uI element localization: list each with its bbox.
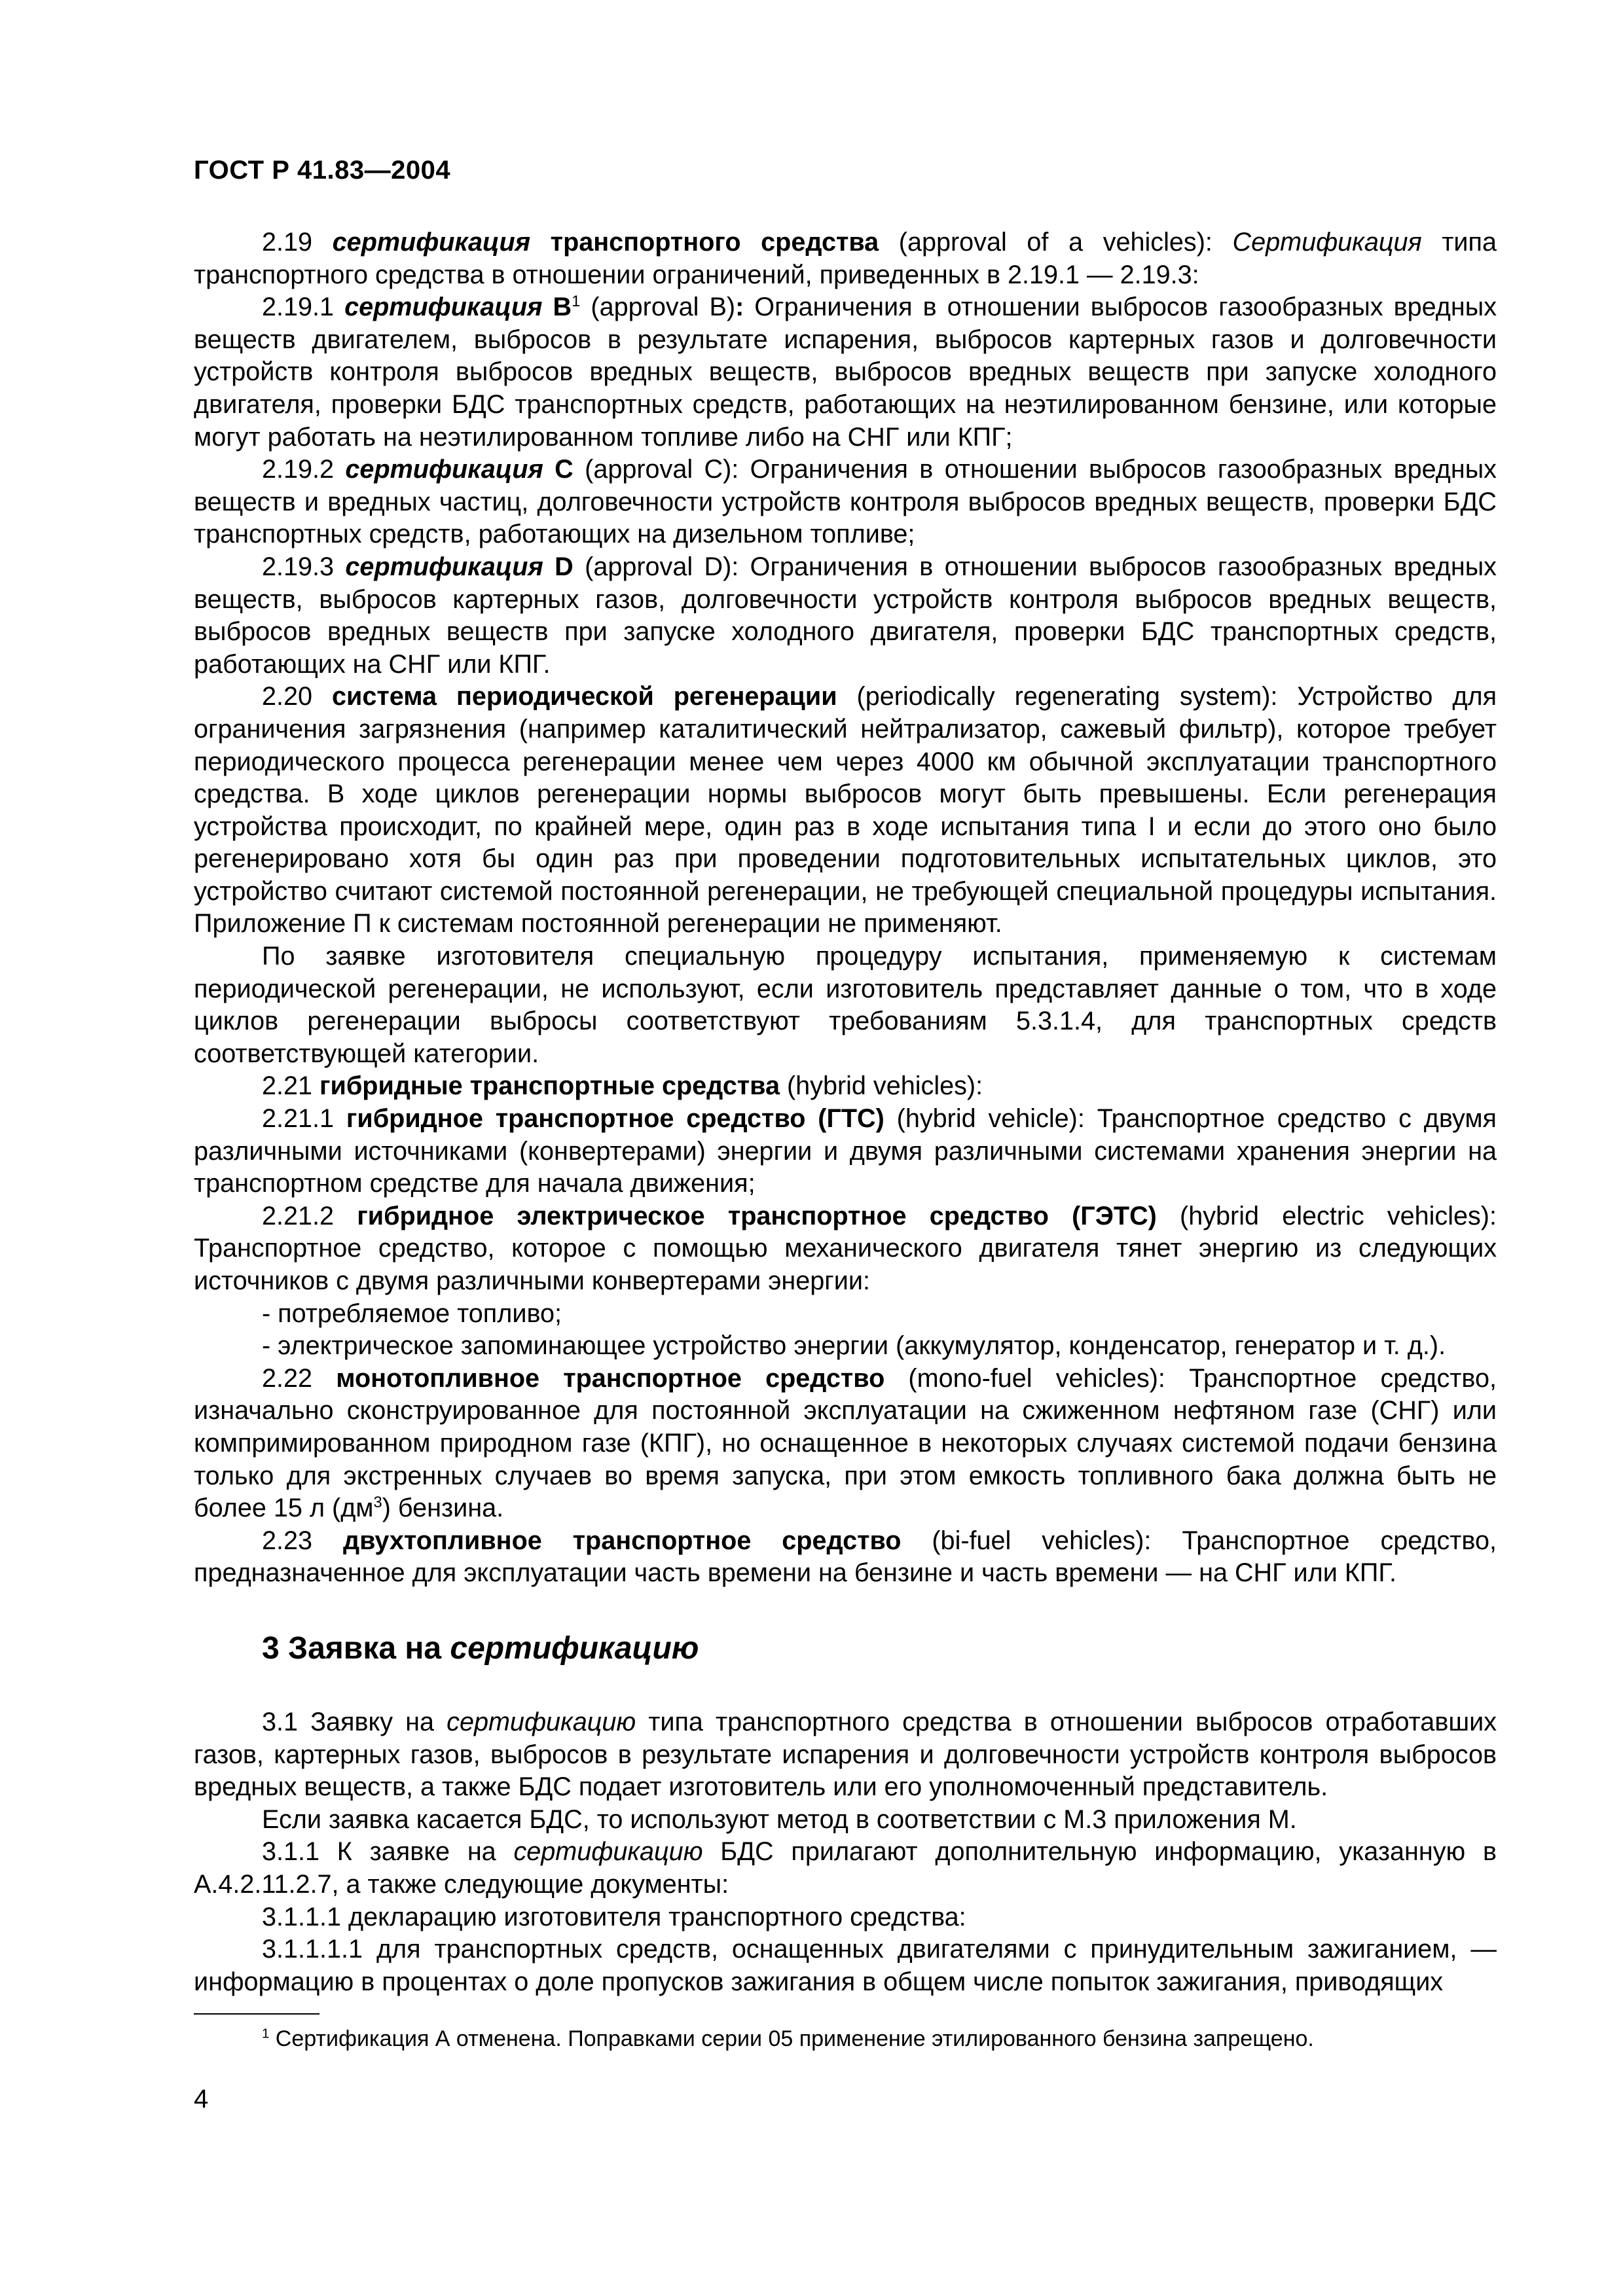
clause-2-19-1: 2.19.1 сертификация $B^1$ (approval B): Ограничения в отношении выбросов газообразных вредных веществ двигателем, выбросов в результате испарения, выбросов картерных газов и долговечности устройств контроля выбросов вредных веществ, выбросов вредных веществ при запуске холодного двигателя, проверки БДС транспортных средств, работающих на неэтилированном бензине, или которые могут работать на неэтилированном топливе либо на СНГ или КПГ; [194,293,1497,452]
clause-3-1-bds: Если заявка касается БДС, то используют метод в соответствии с М.3 приложения М. [262,1804,1297,1834]
clause-2-19-3: 2.19.3 сертификация D (approval D): Ограничения в отношении выбросов газообразных вредных веществ, выбросов картерных газов, долговечности устройств контроля выбросов вредных веществ, выбросов вредных веществ при запуске холодного двигателя, проверки БДС транспортных средств, работающих на СНГ или КПГ. [194,552,1497,679]
clause-2-19-2: 2.19.2 сертификация C (approval C): Ограничения в отношении выбросов газообразных вредных веществ и вредных частиц, долговечности устройств контроля выбросов вредных веществ, проверки БДС транспортных средств, работающих на дизельном топливе; [194,455,1497,549]
footnote-mark: 1 [262,2026,270,2041]
list-item: - электрическое запоминающее устройство энергии (аккумулятор, конденсатор, генератор и т. д.). [262,1331,1446,1361]
clause-2-22: 2.22 монотопливное транспортное средство (mono-fuel vehicles): Транспортное средство, изначально сконструированное для постоянной эксплуатации на сжиженном нефтяном газе (СНГ) или компримированном природном газе (КПГ), но оснащенное в некоторых случаях системой подачи бензина только для экстренных случаев во время запуска, при этом емкость топливного бака должна быть не более 15 л $(дм^3)$ бензина. [194,1363,1497,1523]
clause-3-1-1: 3.1.1 К заявке на сертификацию БДС прилагают дополнительную информацию, указанную в А.4.2.11.2.7, а также следующие документы: [194,1837,1497,1899]
footnote-divider [194,2013,319,2015]
clause-2-21-1: 2.21.1 гибридное транспортное средство (ГТС) (hybrid vehicle): Транспортное средство с двумя различными источниками (конвертерами) энергии и двумя различными системами хранения энергии на транспортном средстве для начала движения; [194,1104,1497,1198]
clause-2-21-2: 2.21.2 гибридное электрическое транспортное средство (ГЭТС) (hybrid electric vehicles): Транспортное средство, которое с помощью механического двигателя тянет энергию из следующих источников с двумя различными конвертерами энергии: [194,1201,1497,1295]
clause-2-20: 2.20 система периодической регенерации (periodically regenerating system): Устройство для ограничения загрязнения (например каталитический нейтрализатор, сажевый фильтр), которое требует периодического процесса регенерации менее чем через 4000 км обычной эксплуатации транспортного средства. В ходе циклов регенерации нормы выбросов могут быть превышены. Если регенерация устройства происходит, по крайней мере, один раз в ходе испытания типа I и если до этого оно было регенерировано хотя бы один раз при проведении подготовительных испытательных циклов, это устройство считают системой постоянной регенерации, не требующей специальной процедуры испытания. Приложение П к системам постоянной регенерации не применяют. [194,682,1497,939]
clause-2-19: 2.19 сертификация транспортного средства (approval of a vehicles): Сертификация типа транспортного средства в отношении ограничений, приведенных в 2.19.1 — 2.19.3: [194,228,1497,289]
footnote [262,2025,1314,2053]
clause-2-21: 2.21 гибридные транспортные средства (hybrid vehicles): [262,1071,983,1101]
footnote-text: Сертификация А отменена. Поправками серии 05 применение этилированного бензина запрещено. [269,2026,1314,2051]
section-3-heading: 3 Заявка на сертификацию [262,1630,699,1666]
standard-header: ГОСТ Р 41.83—2004 [194,156,451,185]
page-number: 4 [194,2085,209,2113]
clause-3-1-1-1-1: 3.1.1.1.1 для транспортных средств, оснащенных двигателями с принудительным зажиганием, — информацию в процентах о доле пропусков зажигания в общем числе попыток зажигания, приводящих [194,1935,1497,1996]
clause-2-23: 2.23 двухтопливное транспортное средство (bi-fuel vehicles): Транспортное средство, предназначенное для эксплуатации часть времени на бензине и часть времени — на СНГ или КПГ. [194,1526,1497,1588]
list-item: - потребляемое топливо; [262,1299,562,1328]
clause-3-1: 3.1 Заявку на сертификацию типа транспортного средства в отношении выбросов отработавших газов, картерных газов, выбросов в результате испарения и долговечности устройств контроля выбросов вредных веществ, а также БДС подает изготовитель или его уполномоченный представитель. [194,1707,1497,1802]
term-certification: сертификация [332,228,531,257]
document-body [194,226,1497,1998]
clause-2-20-paragraph: По заявке изготовителя специальную процедуру испытания, применяемую к системам периодической регенерации, не используют, если изготовитель представляет данные о том, что в ходе циклов регенерации выбросы соответствуют требованиям 5.3.1.4, для транспортных средств соответствующей категории. [194,942,1497,1068]
clause-3-1-1-1: 3.1.1.1 декларацию изготовителя транспортного средства: [262,1902,966,1931]
footnote-ref: 1 [572,293,581,310]
